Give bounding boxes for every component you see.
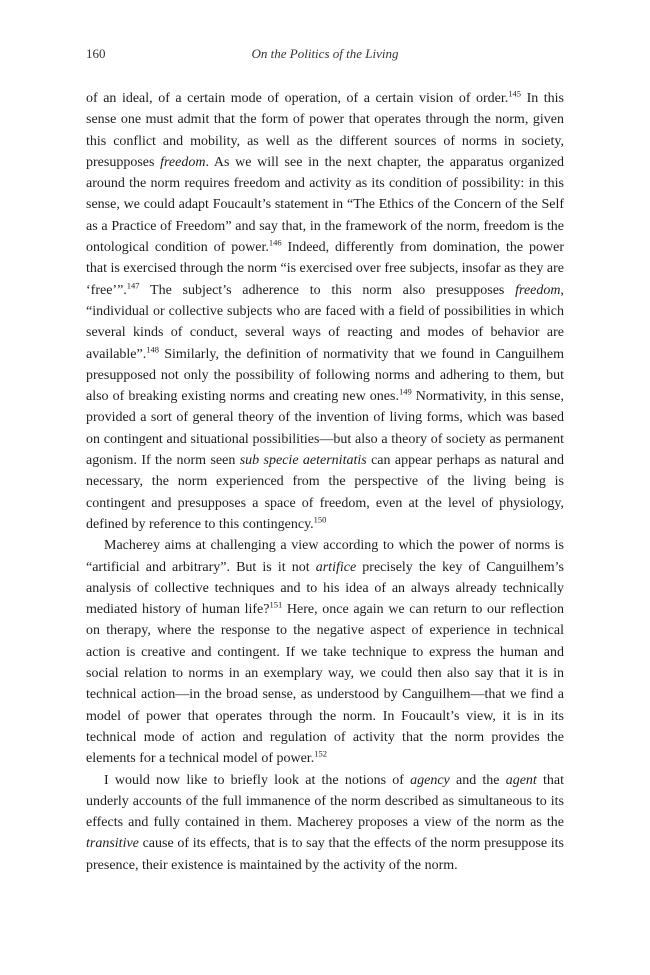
footnote-ref[interactable]: 146 <box>268 237 282 248</box>
text-run: Normativity, in this sense, provided a sort of general theory of the invention of living forms, which was based on contingent and situational possibilities—but also a theory of society as permanent agonism. If the norm seen <box>86 389 565 469</box>
italic-text: sub specie aeternitatis <box>239 453 367 469</box>
text-run: can appear perhaps as natural and necessary, the norm experienced from the perspective of the living being is contingent and presupposes a space of freedom, even at the level of physiology, defined by reference to this contingency. <box>86 453 565 532</box>
italic-text: freedom <box>160 154 206 170</box>
text-run: . As we will see in the next chapter, the apparatus organized around the norm requires freedom and activity as its condition of possibility: in this sense, we could adapt Foucault’s statement in “The Ethics of the Concern of the Self as a Practice of Freedom” and say that, in the framework of the norm, freedom is the ontological condition of power. <box>86 154 564 256</box>
text-run: Here, once again we can return to our reflection on therapy, where the response to the negative aspect of experience in technical action is creative and contingent. If we take technique to express the human and social relation to norms in an exemplary way, we could then also say that it is in technical action—in the broad sense, as understood by Canguilhem—that we find a model of power that operates through the norm. In Foucault’s view, it is in its technical mode of action and regulation of activity that the norm provides the elements for a technical model of power. <box>86 602 564 767</box>
footnote-ref[interactable]: 150 <box>313 514 327 525</box>
text-run: of an ideal, of a certain mode of operation, of a certain vision of order. <box>86 91 509 106</box>
text-run: , “individual or collective subjects who are faced with a field of possibilities in which several kinds of conduct, several ways of reacting and modes of behavior are available”. <box>86 282 564 362</box>
italic-text: transitive <box>86 836 139 852</box>
text-run: cause of its effects, that is to say that the effects of the norm presuppose its presence, their existence is maintained by the activity of the norm. <box>86 836 564 873</box>
italic-text: freedom <box>515 282 561 298</box>
text-run: Similarly, the definition of normativity that we found in Canguilhem presupposed not only the possibility of following norms and adhering to them, but also of breaking existing norms and creating new ones. <box>86 346 564 405</box>
paragraph-3 <box>86 770 564 876</box>
text-run: and the <box>449 772 506 788</box>
body-text <box>86 88 564 876</box>
text-run: The subject’s adherence to this norm also presupposes <box>139 282 516 298</box>
page-header <box>86 40 564 62</box>
italic-text: artifice <box>315 559 357 575</box>
page-number: 160 <box>86 46 106 61</box>
text-run: In this sense one must admit that the form of power that operates through the norm, given this conflict and mobility, as well as the different sources of norms in society, presupposes <box>86 91 565 170</box>
text-run: I would now like to briefly look at the notions of <box>104 772 411 788</box>
italic-text: agency <box>410 772 450 788</box>
italic-text: agent <box>505 772 537 788</box>
paragraph-2 <box>86 535 564 769</box>
book-page <box>86 40 564 876</box>
text-run: that underly accounts of the full immanence of the norm described as simultaneous to its effects and fully contained in them. Macherey proposes a view of the norm as the <box>86 772 564 831</box>
text-run: Indeed, differently from domination, the power that is exercised through the norm “is exercised over free subjects, insofar as they are ‘free’”. <box>86 240 565 298</box>
footnote-ref[interactable]: 152 <box>314 748 327 759</box>
running-title: On the Politics of the Living <box>251 46 399 61</box>
footnote-ref[interactable]: 148 <box>146 343 159 354</box>
text-run: Macherey aims at challenging a view according to which the power of norms is “artificial and arbitrary”. But is it not <box>86 538 564 575</box>
footnote-ref[interactable]: 149 <box>398 386 412 397</box>
footnote-ref[interactable]: 145 <box>508 88 522 99</box>
footnote-ref[interactable]: 151 <box>269 599 283 610</box>
paragraph-1 <box>86 88 564 535</box>
footnote-ref[interactable]: 147 <box>126 280 140 291</box>
text-run: precisely the key of Canguilhem’s analysis of collective techniques and to his idea of an always already technically mediated history of human life? <box>86 559 564 618</box>
